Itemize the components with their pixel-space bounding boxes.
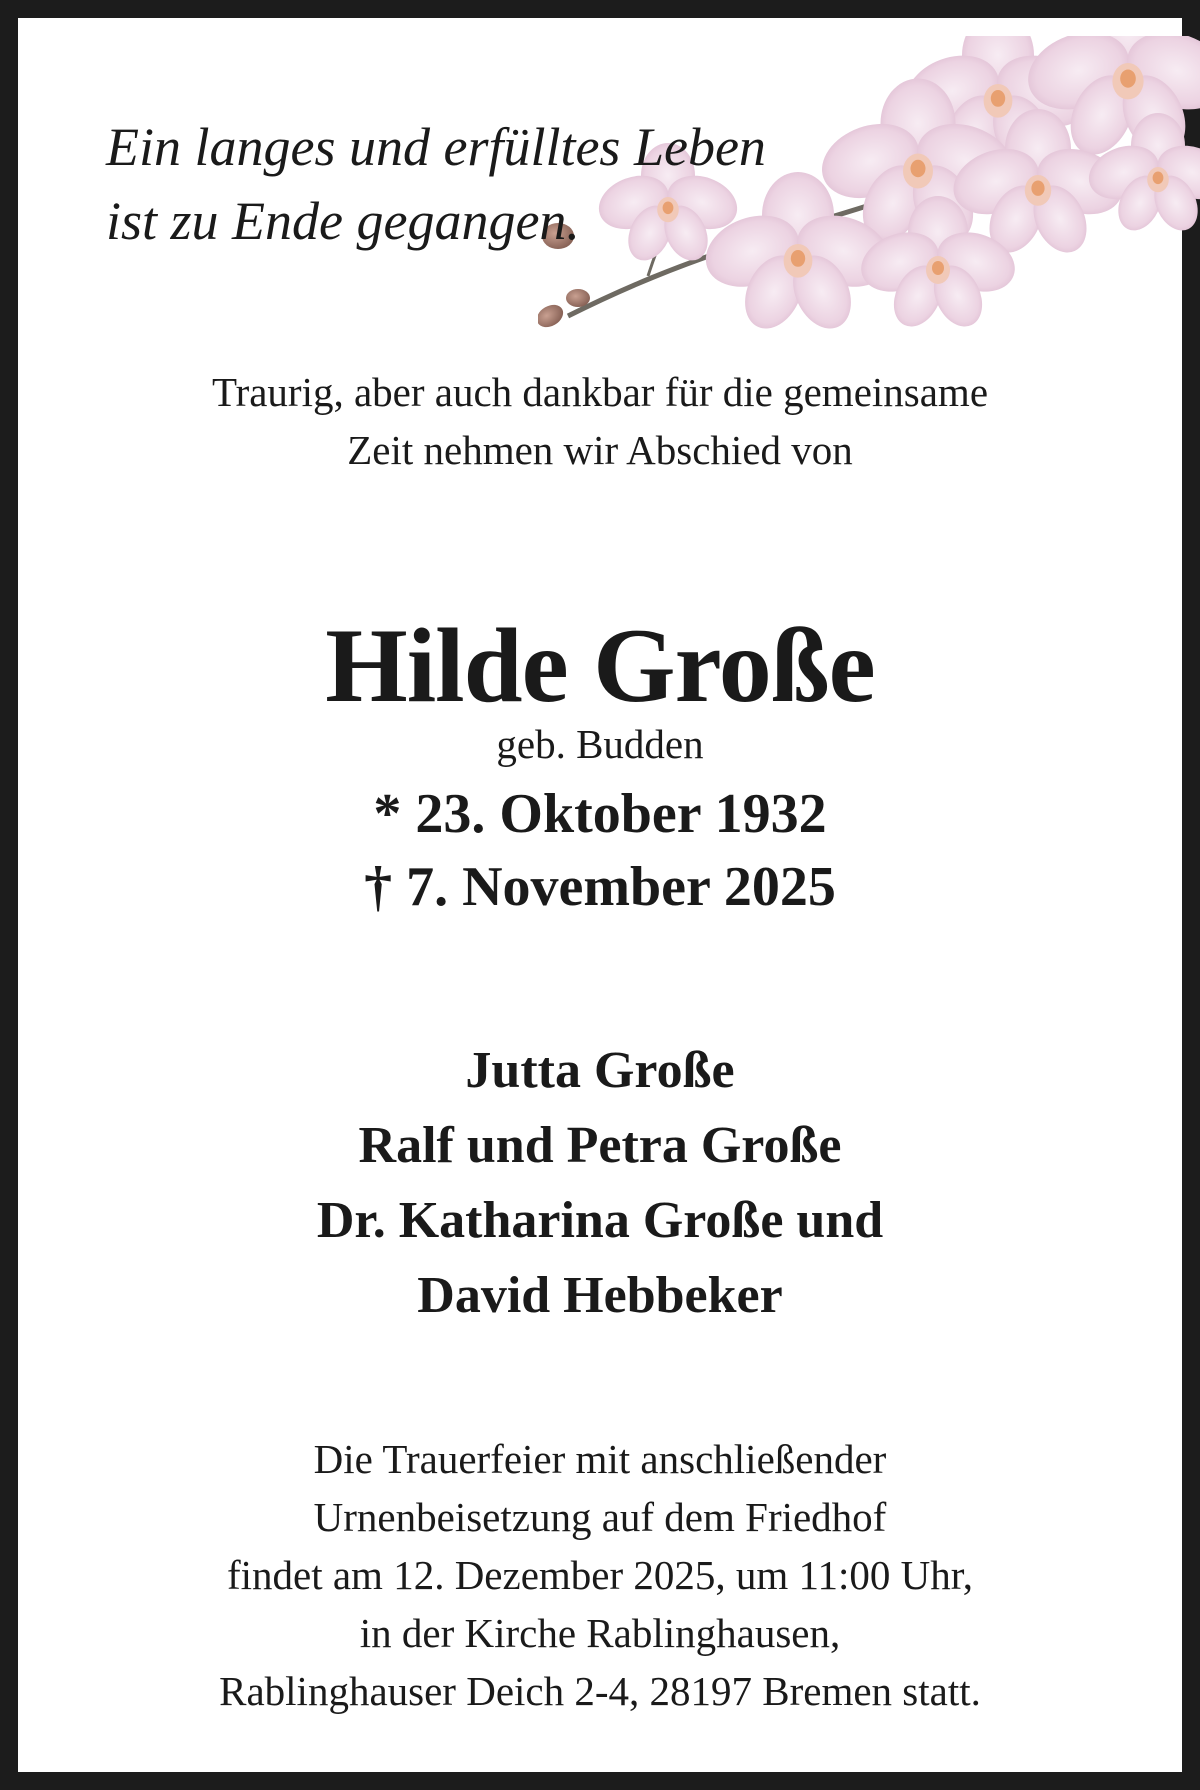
motto-line: Ein langes und erfülltes Leben [106,117,766,177]
ceremony-line: Urnenbeisetzung auf dem Friedhof [313,1494,887,1540]
mourner-line: Dr. Katharina Große und [316,1192,884,1249]
deceased-name: Hilde Große [325,607,875,724]
ceremony-details [18,1430,1182,1720]
mourner-line: Ralf und Petra Große [358,1117,842,1174]
mourner-line: David Hebbeker [417,1267,783,1324]
ceremony-line: in der Kirche Rablinghausen, [359,1610,841,1656]
intro-line: Traurig, aber auch dankbar für die gemeinsame [211,369,989,415]
mourners-list [18,1033,1182,1333]
intro-text [18,363,1182,479]
birth-date: * 23. Oktober 1932 [373,783,827,845]
death-date: † 7. November 2025 [364,856,836,918]
motto-verse [106,110,766,258]
intro-line: Zeit nehmen wir Abschied von [347,427,853,473]
birth-name: geb. Budden [496,721,704,767]
life-dates [18,778,1182,924]
ceremony-line: Rablinghauser Deich 2-4, 28197 Bremen statt. [219,1668,981,1714]
motto-line: ist zu Ende gegangen. [106,191,580,251]
mourner-line: Jutta Große [465,1042,735,1099]
ceremony-line: Die Trauerfeier mit anschließender [313,1436,887,1482]
ceremony-line: findet am 12. Dezember 2025, um 11:00 Uhr, [226,1552,974,1598]
